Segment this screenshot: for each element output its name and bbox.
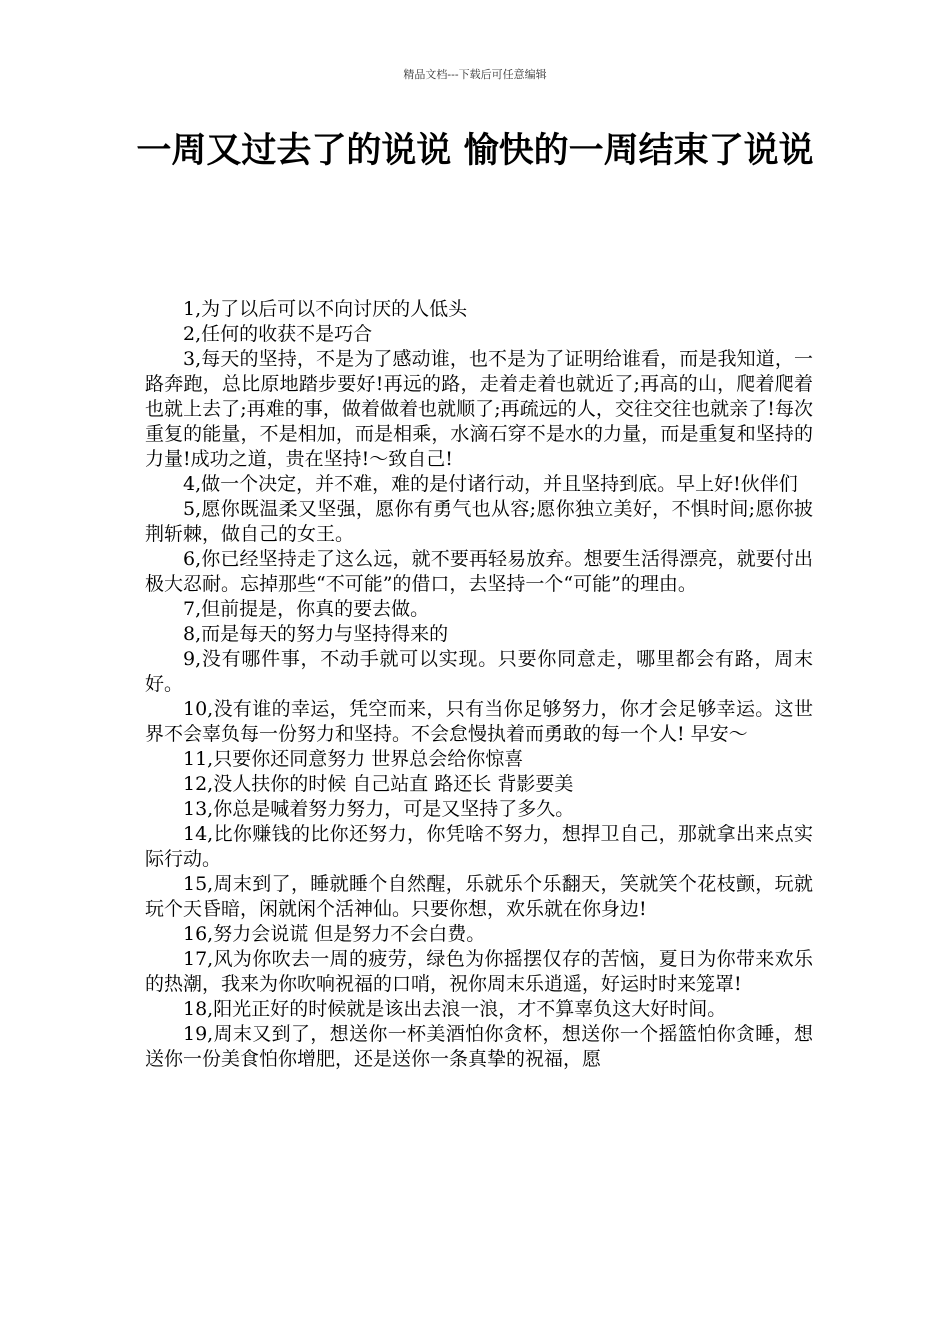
- paragraph-18: 18,阳光正好的时候就是该出去浪一浪，才不算辜负这大好时间。: [183, 998, 727, 1020]
- document-body: [145, 297, 813, 1072]
- paragraph-11: 11,只要你还同意努力 世界总会给你惊喜: [183, 748, 524, 770]
- paragraph-6: 6,你已经坚持走了这么远，就不要再轻易放弃。想要生活得漂亮，就要付出极大忍耐。忘掉那些“不可能”的借口，去坚持一个“可能”的理由。: [145, 548, 813, 595]
- paragraph-3: 3,每天的坚持，不是为了感动谁，也不是为了证明给谁看，而是我知道，一路奔跑，总比原地踏步要好!再远的路，走着走着也就近了;再高的山，爬着爬着也就上去了;再难的事，做着做着也就顺了;再疏远的人，交往交往也就亲了!每次重复的能量，不是相加，而是相乘，水滴石穿不是水的力量，而是重复和坚持的力量!成功之道，贵在坚持!～致自己!: [145, 348, 813, 470]
- paragraph-4: 4,做一个决定，并不难，难的是付诸行动，并且坚持到底。早上好!伙伴们: [183, 473, 798, 495]
- paragraph-9: 9,没有哪件事，不动手就可以实现。只要你同意走，哪里都会有路，周末好。: [145, 648, 813, 695]
- paragraph-19: 19,周末又到了，想送你一杯美酒怕你贪杯，想送你一个摇篮怕你贪睡，想送你一份美食怕你增肥，还是送你一条真挚的祝福，愿: [145, 1023, 813, 1070]
- header-note: 精品文档---下载后可任意编辑: [403, 68, 547, 81]
- paragraph-2: 2,任何的收获不是巧合: [183, 323, 373, 345]
- paragraph-10: 10,没有谁的幸运，凭空而来，只有当你足够努力，你才会足够幸运。这世界不会辜负每一份努力和坚持。不会怠慢执着而勇敢的每一个人! 早安～: [145, 698, 813, 745]
- paragraph-15: 15,周末到了，睡就睡个自然醒，乐就乐个乐翻天，笑就笑个花枝颤，玩就玩个天昏暗，闲就闲个活神仙。只要你想，欢乐就在你身边!: [145, 873, 813, 920]
- paragraph-12: 12,没人扶你的时候 自己站直 路还长 背影要美: [183, 773, 574, 795]
- document-title: 一周又过去了的说说 愉快的一周结束了说说: [136, 131, 814, 171]
- paragraph-13: 13,你总是喊着努力努力，可是又坚持了多久。: [183, 798, 575, 820]
- paragraph-8: 8,而是每天的努力与坚持得来的: [183, 623, 449, 645]
- paragraph-17: 17,风为你吹去一周的疲劳，绿色为你摇摆仅存的苦恼，夏日为你带来欢乐的热潮，我来为你吹响祝福的口哨，祝你周末乐逍遥，好运时时来笼罩!: [145, 948, 813, 995]
- paragraph-7: 7,但前提是，你真的要去做。: [183, 598, 430, 620]
- paragraph-1: 1,为了以后可以不向讨厌的人低头: [183, 298, 468, 320]
- paragraph-16: 16,努力会说谎 但是努力不会白费。: [183, 923, 486, 945]
- paragraph-14: 14,比你赚钱的比你还努力，你凭啥不努力，想捍卫自己，那就拿出来点实际行动。: [145, 823, 813, 870]
- paragraph-5: 5,愿你既温柔又坚强，愿你有勇气也从容;愿你独立美好，不惧时间;愿你披荆斩棘，做自己的女王。: [145, 498, 813, 545]
